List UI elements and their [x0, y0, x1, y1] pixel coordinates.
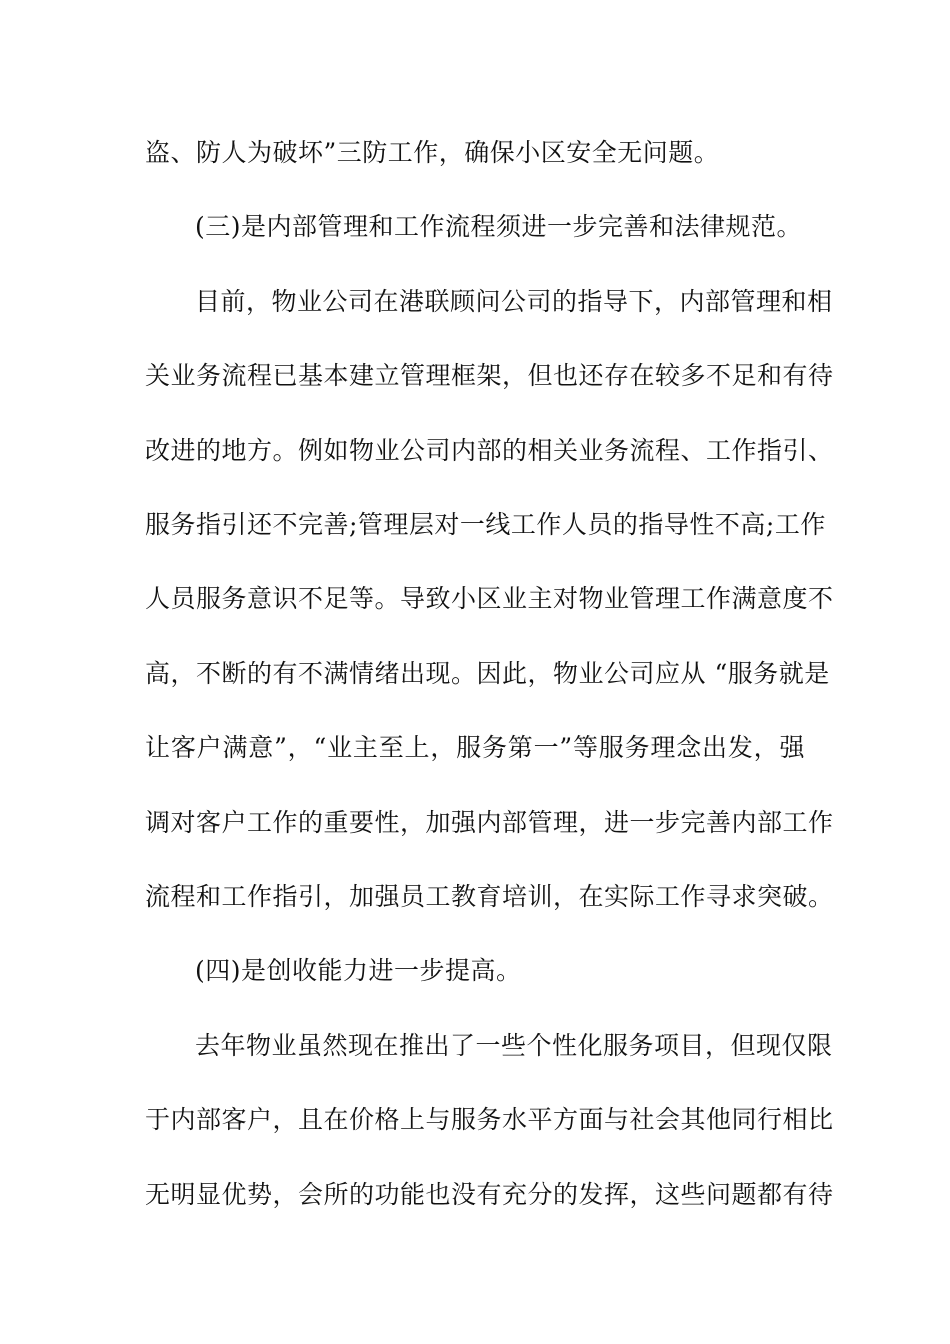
text-line: 关业务流程已基本建立管理框架，但也还存在较多不足和有待 — [145, 361, 834, 390]
text-line: 于内部客户，且在价格上与服务水平方面与社会其他同行相比 — [145, 1105, 834, 1134]
text-line: 盗、防人为破坏”三防工作，确保小区安全无问题。 — [145, 138, 720, 167]
text-line: 无明显优势，会所的功能也没有充分的发挥，这些问题都有待 — [145, 1180, 834, 1209]
text-line: 调对客户工作的重要性，加强内部管理，进一步完善内部工作 — [145, 808, 834, 837]
text-line: 去年物业虽然现在推出了一些个性化服务项目，但现仅限 — [195, 1031, 833, 1060]
text-line: 服务指引还不完善;管理层对一线工作人员的指导性不高;工作 — [145, 510, 826, 539]
text-line: 目前，物业公司在港联顾问公司的指导下，内部管理和相 — [195, 287, 833, 316]
text-line: 流程和工作指引，加强员工教育培训，在实际工作寻求突破。 — [145, 882, 834, 911]
text-line: 让客户满意”，“业主至上，服务第一”等服务理念出发，强 — [145, 733, 805, 762]
text-line: 人员服务意识不足等。导致小区业主对物业管理工作满意度不 — [145, 584, 834, 613]
text-line: 高，不断的有不满情绪出现。因此，物业公司应从 “服务就是 — [145, 659, 830, 688]
section-heading: (三)是内部管理和工作流程须进一步完善和法律规范。 — [195, 212, 803, 241]
text-line: 改进的地方。例如物业公司内部的相关业务流程、工作指引、 — [145, 436, 834, 465]
section-heading: (四)是创收能力进一步提高。 — [195, 956, 522, 985]
